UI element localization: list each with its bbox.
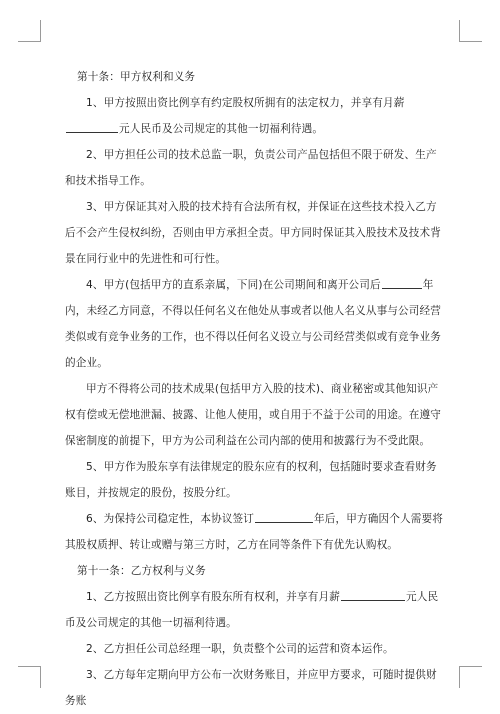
section-11-item-1: [65, 584, 443, 636]
section-10-item-5: 5、甲方作为股东享有法律规定的股东应有的权利，包括随时要求查看财务账目，并按规定的股份，按股分红。: [65, 461, 437, 499]
text: 1、乙方按照出资比例享有股东所有权利，并享有月薪: [86, 591, 340, 603]
fill-in-blank[interactable]: [341, 589, 405, 601]
section-11-item-2: 2、乙方担任公司总经理一职，负责整个公司的运营和资本运作。: [86, 643, 394, 655]
text: 元人民币及公司规定的其他一切福利待遇。: [65, 591, 439, 629]
section-10-item-1: [65, 90, 443, 142]
fill-in-blank[interactable]: [382, 277, 422, 289]
section-10-item-2: 2、甲方担任公司的技术总监一职，负责公司产品包括但不限于研发、生产和技术指导工作。: [65, 149, 437, 187]
section-11-item-3: 3、乙方每年定期向甲方公布一次财务账目，并应甲方要求，可随时提供财务账: [65, 669, 437, 707]
section-11-heading: 第十一条：乙方权利与义务: [77, 565, 206, 577]
section-10-item-4: [65, 272, 443, 376]
text: 元人民币及公司规定的其他一切福利待遇。: [119, 123, 324, 135]
text: 6、为保持公司稳定性，本协议签订: [86, 513, 255, 525]
section-10-item-4-note: 甲方不得将公司的技术成果(包括甲方入股的技术)、商业秘密或其他知识产权有偿或无偿地泄漏、披露、让他人使用，或自用于不益于公司的用途。在遵守保密制度的前提下，甲方为公司利益在公司内部的使用和披露行为不受此限。: [65, 383, 442, 447]
section-10-item-3: 3、甲方保证其对入股的技术持有合法所有权，并保证在这些技术投入乙方后不会产生侵权纠纷，否则由甲方承担全责。甲方同时保证其入股技术及技术背景在同行业中的先进性和可行性。: [65, 201, 442, 265]
text: 年内，未经乙方同意，不得以任何名义在他处从事或者以他人名义从事与公司经营类似或有竞争业务的工作，也不得以任何名义设立与公司经营类似或有竞争业务的企业。: [65, 279, 442, 369]
text: 4、甲方(包括甲方的直系亲属，下同)在公司期间和离开公司后: [86, 279, 381, 291]
section-10-heading: 第十条：甲方权利和义务: [77, 71, 196, 83]
document-body: [65, 64, 443, 714]
section-10-item-6: [65, 506, 443, 558]
text: 年后，甲方确因个人需要将其股权质押、转让或赠与第三方时，乙方在同等条件下有优先认购权。: [65, 513, 443, 551]
text: 1、甲方按照出资比例享有约定股权所拥有的法定权力，并享有月薪: [86, 97, 405, 109]
fill-in-blank[interactable]: [255, 511, 313, 523]
fill-in-blank[interactable]: [66, 121, 118, 133]
